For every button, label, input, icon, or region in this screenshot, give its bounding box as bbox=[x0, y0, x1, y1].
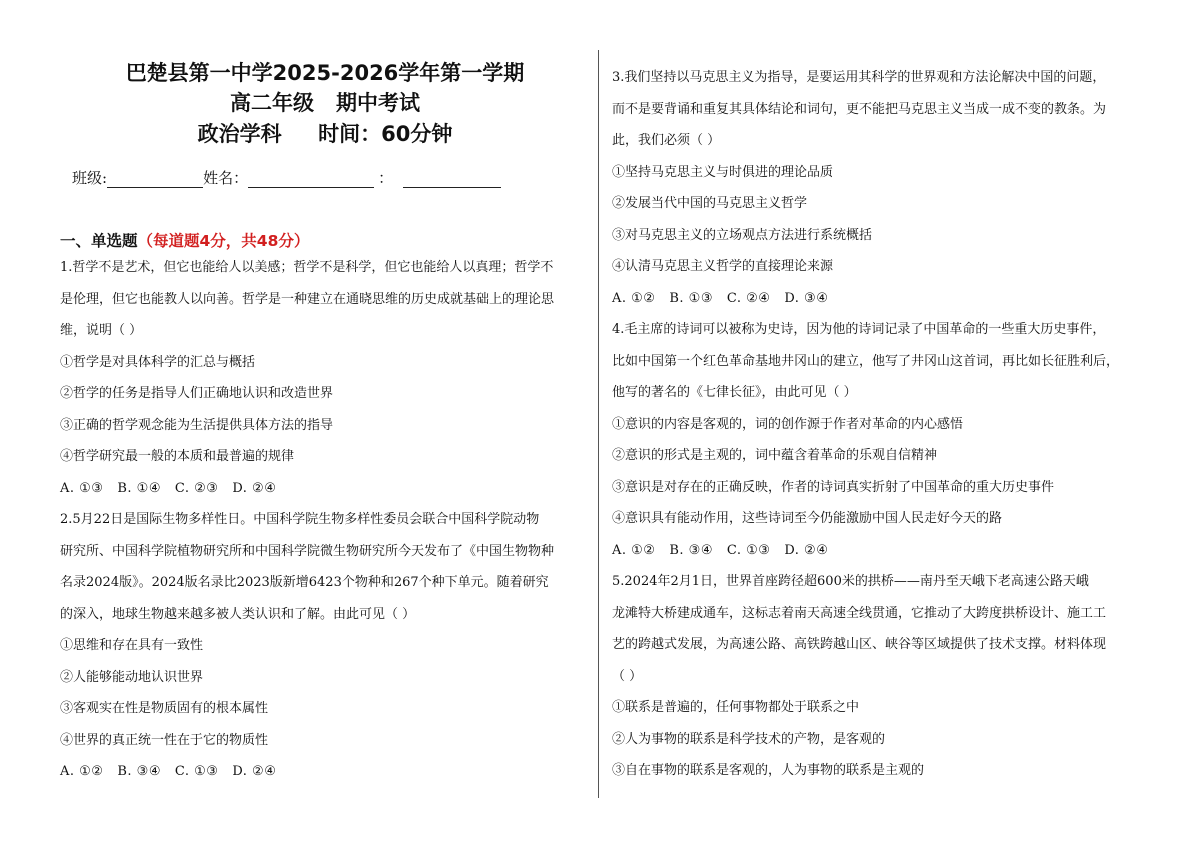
question-stem bbox=[612, 62, 1148, 157]
option-item: ②意识的形式是主观的，词中蕴含着革命的乐观自信精神 bbox=[612, 448, 938, 463]
answer-choices: A. ①② B. ①③ C. ②④ D. ③④ bbox=[612, 290, 829, 306]
stem-line: 3.我们坚持以马克思主义为指导，是要运用其科学的世界观和方法论解决中国的问题， bbox=[612, 70, 1106, 85]
question-2 bbox=[60, 504, 590, 788]
class-label: 班级: bbox=[72, 169, 108, 187]
option-item: ④世界的真正统一性在于它的物质性 bbox=[60, 732, 269, 748]
stem-line: 龙滩特大桥建成通车，这标志着南天高速全线贯通，它推动了大跨度拱桥设计、施工工 bbox=[612, 605, 1107, 621]
question-4 bbox=[612, 314, 1148, 566]
extra-blank[interactable] bbox=[403, 173, 501, 188]
right-column bbox=[612, 62, 1148, 787]
column-divider bbox=[598, 50, 599, 798]
stem-line: （ ） bbox=[612, 668, 643, 684]
question-3 bbox=[612, 62, 1148, 314]
option-item: ①坚持马克思主义与时俱进的理论品质 bbox=[612, 164, 834, 180]
exam-title: 高二年级 期中考试 bbox=[230, 91, 420, 115]
stem-line: 4.毛主席的诗词可以被称为史诗，因为他的诗词记录了中国革命的一些重大历史事件， bbox=[612, 322, 1106, 337]
name-blank[interactable] bbox=[248, 173, 374, 188]
stem-line: 2.5月22日是国际生物多样性日。中国科学院生物多样性委员会联合中国科学院动物 bbox=[60, 512, 540, 527]
question-stem bbox=[612, 314, 1148, 409]
option-item: ④哲学研究最一般的本质和最普遍的规律 bbox=[60, 449, 295, 464]
option-item: ④意识具有能动作用，这些诗词至今仍能激励中国人民走好今天的路 bbox=[612, 511, 1003, 526]
stem-line: 此，我们必须（ ） bbox=[612, 133, 721, 148]
option-item: ②发展当代中国的马克思主义哲学 bbox=[612, 196, 808, 211]
option-item: ②人为事物的联系是科学技术的产物，是客观的 bbox=[612, 731, 886, 747]
question-1 bbox=[60, 252, 590, 504]
left-column bbox=[60, 58, 590, 788]
stem-line: 而不是要背诵和重复其具体结论和词句，更不能把马克思主义当成一成不变的教条。为 bbox=[612, 101, 1107, 117]
answer-choices: A. ①② B. ③④ C. ①③ D. ②④ bbox=[612, 542, 829, 558]
option-item: ③正确的哲学观念能为生活提供具体方法的指导 bbox=[60, 417, 334, 433]
option-item: ①意识的内容是客观的，词的创作源于作者对革命的内心感悟 bbox=[612, 416, 964, 432]
stem-line: 研究所、中国科学院植物研究所和中国科学院微生物研究所今天发布了《中国生物物种 bbox=[60, 543, 555, 559]
class-blank[interactable] bbox=[107, 173, 203, 188]
option-item: ④认清马克思主义哲学的直接理论来源 bbox=[612, 259, 834, 274]
question-5 bbox=[612, 566, 1148, 787]
stem-line: 1.哲学不是艺术，但它也能给人以美感；哲学不是科学，但它也能给人以真理；哲学不 bbox=[60, 260, 554, 275]
option-item: ③对马克思主义的立场观点方法进行系统概括 bbox=[612, 227, 873, 243]
stem-line: 名录2024版》。2024版名录比2023版新增6423个物种和267个种下单元。随着研究 bbox=[60, 575, 549, 590]
colon-label: ： bbox=[378, 169, 394, 187]
option-item: ②人能够能动地认识世界 bbox=[60, 669, 204, 685]
section-heading bbox=[60, 230, 590, 252]
question-stem bbox=[60, 504, 590, 630]
question-stem bbox=[60, 252, 590, 347]
subject-time-line: 政治学科 时间：60分钟 bbox=[197, 122, 453, 146]
answer-choices: A. ①③ B. ①④ C. ②③ D. ②④ bbox=[60, 480, 277, 496]
stem-line: 艺的跨越式发展，为高速公路、高铁跨越山区、峡谷等区域提供了技术支撑。材料体现 bbox=[612, 637, 1107, 652]
stem-line: 是伦理，但它也能教人以向善。哲学是一种建立在通晓思维的历史成就基础上的理论思 bbox=[60, 291, 555, 307]
stem-line: 的深入，地球生物越来越多被人类认识和了解。由此可见（ ） bbox=[60, 606, 416, 622]
option-item: ③意识是对存在的正确反映，作者的诗词真实折射了中国革命的重大历史事件 bbox=[612, 479, 1055, 495]
question-stem bbox=[612, 566, 1148, 692]
option-item: ①联系是普遍的，任何事物都处于联系之中 bbox=[612, 700, 860, 715]
name-label: 姓名： bbox=[203, 169, 249, 187]
exam-header bbox=[60, 58, 590, 150]
student-info-line bbox=[72, 168, 590, 188]
option-item: ②哲学的任务是指导人们正确地认识和改造世界 bbox=[60, 386, 334, 401]
section-note: （每道题4分，共48分） bbox=[137, 232, 310, 250]
option-item: ③客观实在性是物质固有的根本属性 bbox=[60, 701, 269, 716]
option-item: ①思维和存在具有一致性 bbox=[60, 638, 204, 653]
answer-choices: A. ①② B. ③④ C. ①③ D. ②④ bbox=[60, 764, 277, 779]
option-item: ③自在事物的联系是客观的，人为事物的联系是主观的 bbox=[612, 763, 925, 778]
stem-line: 他写的著名的《七律长征》，由此可见（ ） bbox=[612, 385, 857, 400]
school-title: 巴楚县第一中学2025-2026学年第一学期 bbox=[125, 61, 525, 85]
stem-line: 比如中国第一个红色革命基地井冈山的建立，他写了井冈山这首词，再比如长征胜利后， bbox=[612, 353, 1120, 369]
option-item: ①哲学是对具体科学的汇总与概括 bbox=[60, 354, 256, 370]
stem-line: 维，说明（ ） bbox=[60, 323, 143, 338]
section-title: 一、单选题 bbox=[60, 232, 138, 250]
stem-line: 5.2024年2月1日，世界首座跨径超600米的拱桥——南丹至天峨下老高速公路天峨 bbox=[612, 574, 1089, 589]
